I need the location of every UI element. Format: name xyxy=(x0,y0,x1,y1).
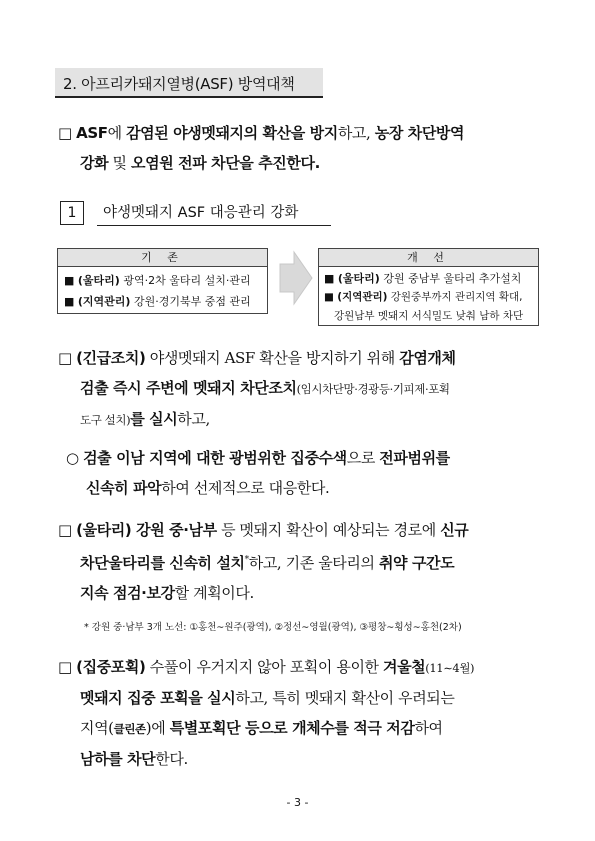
checkbox-bullet: □ xyxy=(58,124,72,142)
p4-emphasis: 멧돼지 집중 포획을 실시 xyxy=(80,689,236,707)
intro-emphasis: 오염원 전파 차단을 추진한다. xyxy=(131,154,320,172)
p4-heading: (집중포획) xyxy=(76,658,146,676)
p3-text: 하고, 기존 울타리의 xyxy=(248,554,379,572)
after-item xyxy=(319,269,538,288)
before-item xyxy=(58,291,267,312)
after-item xyxy=(319,288,538,307)
after-panel-header: 개 선 xyxy=(319,249,538,267)
after-item-label: (지역관리) xyxy=(337,291,388,303)
intro-text: 에 xyxy=(107,124,127,142)
p4-text: 한다. xyxy=(155,750,188,768)
p1-text: 야생멧돼지 ASF 확산을 방지하기 위해 xyxy=(145,349,400,367)
p4-text: )에 xyxy=(145,719,170,737)
p3-text: 할 계획이다. xyxy=(174,584,254,602)
before-panel xyxy=(57,248,268,314)
before-item-text: 광역·2차 울타리 설치·관리 xyxy=(119,274,251,287)
p4-emphasis: 클린존 xyxy=(113,722,146,736)
intro-term-asf: ASF xyxy=(76,124,108,142)
after-panel xyxy=(318,248,539,326)
p4-text: 지역( xyxy=(80,719,114,737)
intro-text: 하고, xyxy=(337,124,375,142)
p1-emphasis: 검출 즉시 주변에 멧돼지 차단조치 xyxy=(80,379,297,397)
p2-text: 으로 xyxy=(346,449,380,467)
after-item-text: 강원남부 멧돼지 서식밀도 낮춰 남하 차단 xyxy=(334,310,524,322)
p2-emphasis: 전파범위를 xyxy=(379,449,450,467)
intro-line-1 xyxy=(58,118,548,148)
p4-text: 수풀이 우거지지 않아 포획이 용이한 xyxy=(145,658,383,676)
intro-emphasis: 감염된 야생멧돼지의 확산을 방지 xyxy=(126,124,338,142)
after-item-text: 강원중부까지 관리지역 확대, xyxy=(387,291,523,303)
right-arrow-icon xyxy=(278,250,314,306)
p3-emphasis: 지속 점검·보강 xyxy=(80,584,175,602)
paragraph-fence xyxy=(58,515,548,608)
p1-detail: 도구 설치) xyxy=(80,413,131,427)
page-number: - 3 - xyxy=(286,796,309,809)
square-bullet: ■ xyxy=(324,291,334,303)
before-panel-header: 기 존 xyxy=(58,249,267,267)
subsection-title: 야생멧돼지 ASF 대응관리 강화 xyxy=(97,201,331,226)
p1-detail: (임시차단망·경광등·기피제·포획 xyxy=(296,382,450,396)
footnote-marker: * xyxy=(244,555,249,565)
before-item-label: (지역관리) xyxy=(77,295,131,308)
intro-line-2 xyxy=(58,148,548,178)
p4-text: 하여 xyxy=(414,719,443,737)
square-bullet: ■ xyxy=(324,272,335,285)
p1-emphasis: 감염개체 xyxy=(399,349,456,367)
p1-text: 하고, xyxy=(177,410,210,428)
p2-emphasis: 신속히 파악 xyxy=(86,479,162,497)
p3-emphasis: 차단울타리를 신속히 설치 xyxy=(80,554,245,572)
after-item-text: 강원 중남부 울타리 추가설치 xyxy=(379,272,522,285)
p3-heading: (울타리) 강원 중·남부 xyxy=(76,521,217,539)
before-item-text: 강원·경기북부 중점 관리 xyxy=(130,295,251,308)
before-item xyxy=(58,270,267,291)
circle-bullet: ○ xyxy=(66,449,79,467)
intro-emphasis: 강화 xyxy=(80,154,109,172)
p3-emphasis: 신규 xyxy=(440,521,469,539)
p4-text: 하고, 특히 멧돼지 확산이 우려되는 xyxy=(235,689,455,707)
intro-text: 및 xyxy=(108,154,132,172)
after-item-continued xyxy=(319,307,538,326)
p1-heading: (긴급조치) xyxy=(76,349,146,367)
before-item-label: (울타리) xyxy=(77,274,120,287)
intro-emphasis: 농장 차단방역 xyxy=(374,124,465,142)
p4-emphasis: 겨울철 xyxy=(383,658,426,676)
p1-emphasis: 를 실시 xyxy=(130,410,178,428)
checkbox-bullet: □ xyxy=(58,658,72,676)
square-bullet: ■ xyxy=(64,295,75,308)
square-bullet: ■ xyxy=(64,274,75,287)
after-item-label: (울타리) xyxy=(337,272,380,285)
p3-text: 등 멧돼지 확산이 예상되는 경로에 xyxy=(216,521,441,539)
intro-paragraph xyxy=(58,118,548,178)
checkbox-bullet: □ xyxy=(58,521,72,539)
paragraph-search xyxy=(66,443,550,503)
p4-emphasis: 특별포획단 등으로 개체수를 적극 저감 xyxy=(169,719,415,737)
subsection-number: 1 xyxy=(60,201,84,225)
p2-emphasis: 검출 이남 지역에 대한 광범위한 집중수색 xyxy=(83,449,347,467)
paragraph-capture xyxy=(58,652,548,774)
paragraph-emergency xyxy=(58,343,548,435)
checkbox-bullet: □ xyxy=(58,349,72,367)
section-title: 2. 아프리카돼지열병(ASF) 방역대책 xyxy=(55,68,323,98)
p4-detail: (11∼4월) xyxy=(425,661,475,675)
p2-text: 하여 선제적으로 대응한다. xyxy=(161,479,330,497)
p3-emphasis: 취약 구간도 xyxy=(378,554,455,572)
p4-emphasis: 남하를 차단 xyxy=(80,750,156,768)
footnote-routes: * 강원 중·남부 3개 노선: ①홍천∼원주(광역), ②정선∼영월(광역), ③평창∼횡성∼홍천(2차) xyxy=(84,622,462,633)
